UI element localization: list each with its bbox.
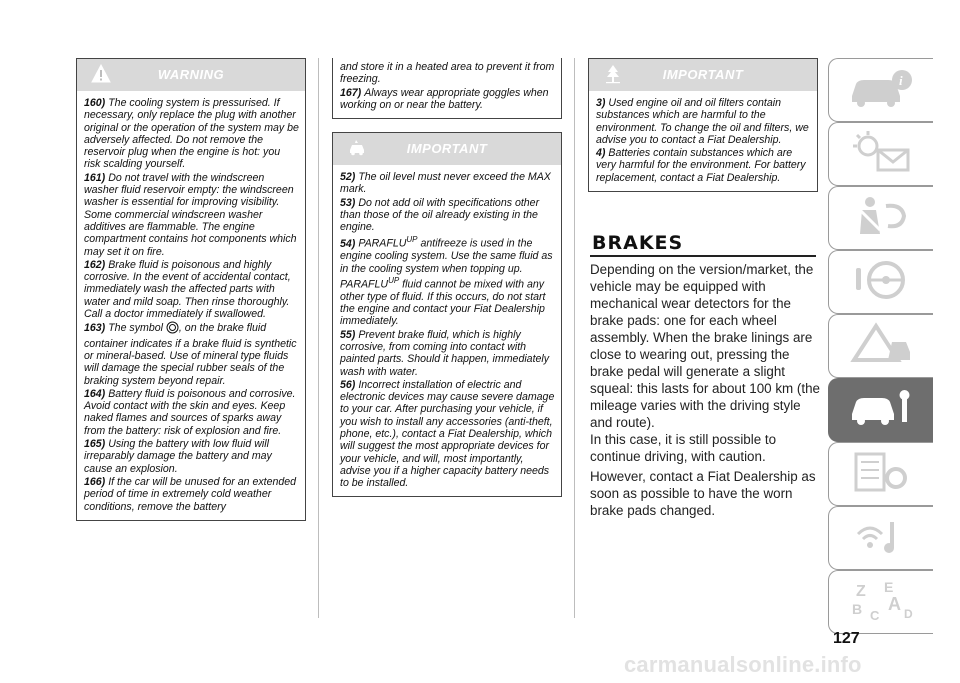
car-wrench-icon <box>846 386 916 435</box>
svg-text:E: E <box>884 578 894 595</box>
column-divider <box>574 58 575 618</box>
warning-item: 166) If the car will be unused for an extended period of time in extremely cold weather conditions, remove the battery <box>84 475 297 513</box>
warning-item: 164) Battery fluid is poisonous and corrosive. Avoid contact with the skin and eyes. Keep naked flames and sources of sparks away from the battery: risk of explosion and fire. <box>84 387 296 437</box>
page-number: 127 <box>833 630 860 647</box>
important-item: 56) Incorrect installation of electric and electronic devices may cause severe damage to your car. After purchasing your vehicle, if you wish to install any accessories (anti-theft, phone, etc.), contact a Fiat Dealership, which will suggest the most appropriate devices for your vehicle, and will, most importantly, advise you if a higher capacity battery needs to be installed. <box>340 378 555 490</box>
paragraph: In this case, it is still possible to continue driving, with caution. <box>590 432 777 464</box>
warning-road-icon <box>846 322 916 371</box>
warning-box-body <box>77 91 305 520</box>
warning-item: 165) Using the battery with low fluid will irreparably damage the battery and may cause an explosion. <box>84 438 272 475</box>
important-item: 3) Used engine oil and oil filters contain substances which are harmful to the environment. To change the oil and filters, we advise you to contact a Fiat Dealership. <box>596 97 809 146</box>
important-box-2 <box>588 58 818 192</box>
car-info-icon <box>846 66 916 115</box>
important-item: 53) Do not add oil with specifications other than those of the oil already existing in the engine. <box>340 196 540 234</box>
warning-box-title: WARNING <box>157 67 225 82</box>
warning-box-header <box>77 59 305 91</box>
important-item: 54) $PARAFLU^{UP}$ antifreeze is used in the engine cooling system. Use the same fluid as in the cooling system when topping up. $PARAFLU^{UP}$ fluid cannot be mixed with any other type of fluid. If this occurs, do not start the engine and contact your Fiat Dealership immediately. <box>340 235 553 328</box>
side-tab-maintenance[interactable] <box>828 378 933 442</box>
paragraph: However, contact a Fiat Dealership as soon as possible to have the worn brake pads changed. <box>590 469 816 518</box>
side-tab-specs[interactable] <box>828 442 933 506</box>
footer-watermark: carmanualsonline.info <box>624 652 862 677</box>
section-heading-brakes: BRAKES <box>592 232 684 254</box>
warning-item: 161) Do not travel with the windscreen washer fluid reservoir empty: the windscreen washer is essential for improving visibility. Some commercial windscreen washer additives are flammable. The engine compartment contains hot components which may set it on fire. <box>84 171 297 258</box>
steering-wheel-icon <box>846 258 916 307</box>
side-tab-index[interactable] <box>828 570 933 634</box>
important-box-body <box>589 91 817 191</box>
column-divider <box>318 58 319 618</box>
warning-item: 167) Always wear appropriate goggles when working on or near the battery. <box>340 86 549 111</box>
svg-text:A: A <box>888 593 901 614</box>
lights-icon <box>846 130 916 179</box>
important-box-1 <box>332 132 562 497</box>
important-box-body <box>333 165 561 496</box>
side-tab-car-info[interactable] <box>828 58 933 122</box>
side-tab-lights[interactable] <box>828 122 933 186</box>
svg-text:Z: Z <box>856 582 866 600</box>
side-tab-multimedia[interactable] <box>828 506 933 570</box>
index-letters-icon <box>846 578 916 627</box>
section-heading-rule <box>590 255 816 257</box>
svg-text:i: i <box>899 72 903 88</box>
side-tab-emergency[interactable] <box>828 314 933 378</box>
warning-box <box>76 58 306 521</box>
side-tab-driving[interactable] <box>828 250 933 314</box>
continued-text: and store it in a heated area to prevent it from freezing. <box>340 61 555 86</box>
paragraph: Depending on the version/market, the vehicle may be equipped with mechanical wear detectors for the brake pads: one for each wheel assembly. When the brake linings are close to wearing out, pressing the brake pedal will generate a slight squeal: this lasts for about 100 km (the mileage varies with the driving style and route). <box>590 262 820 430</box>
specs-gear-icon <box>846 450 916 499</box>
multimedia-icon <box>846 514 916 563</box>
important-box-title: IMPORTANT <box>662 67 744 82</box>
warning-box-continued <box>332 58 562 119</box>
svg-text:D: D <box>904 606 913 621</box>
side-tab-safety[interactable] <box>828 186 933 250</box>
important-item: 52) The oil level must never exceed the MAX mark. <box>340 171 551 196</box>
seatbelt-airbag-icon <box>846 194 916 243</box>
brake-fluid-symbol-icon <box>166 321 179 337</box>
warning-item: 163) The symbol , on the brake fluid container indicates if a brake fluid is synthetic or mineral-based. Use of mineral type fluids will damage the special rubber seals of the braking system beyond repair. <box>84 322 297 387</box>
important-item: 4) Batteries contain substances which are very harmful for the environment. For battery replacement, contact a Fiat Dealership. <box>596 147 806 184</box>
warning-item: 162) Brake fluid is poisonous and highly corrosive. In the event of accidental contact, immediately wash the affected parts with water and mild soap. Then rinse thoroughly. Call a doctor immediately if swallowed. <box>84 258 291 321</box>
important-item: 55) Prevent brake fluid, which is highly corrosive, from coming into contact with painted parts. Should it happen, immediately wash with water. <box>340 328 550 378</box>
svg-text:B: B <box>852 600 863 617</box>
important-box-header <box>333 133 561 165</box>
brakes-body-text <box>590 261 820 519</box>
important-box-header <box>589 59 817 91</box>
warning-item: 160) The cooling system is pressurised. If necessary, only replace the plug with another original or the operation of the system may be adversely affected. Do not remove the reservoir plug when the engine is hot: you risk scalding yourself. <box>84 97 299 171</box>
svg-text:C: C <box>870 607 880 622</box>
important-box-title: IMPORTANT <box>406 141 488 156</box>
